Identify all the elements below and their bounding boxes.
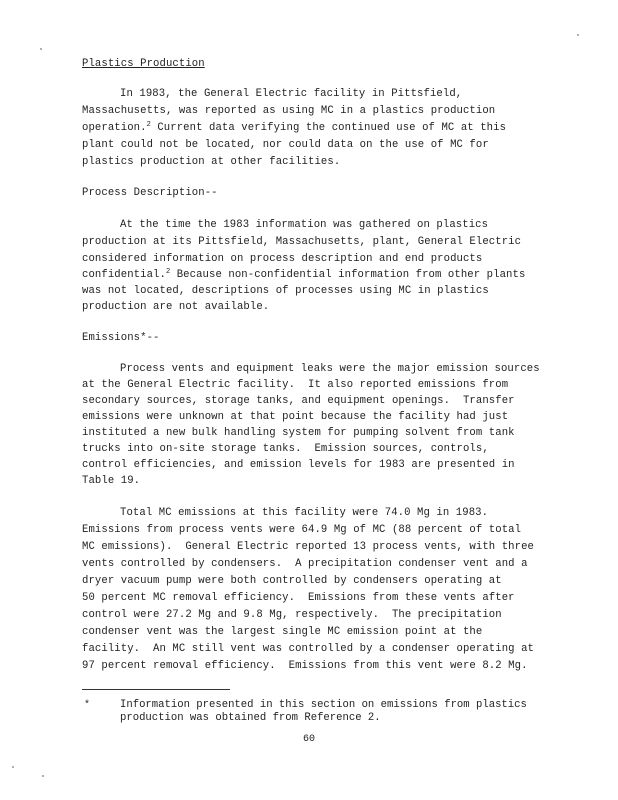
para4-line: vents controlled by condensers. A precipitation condenser vent and a (82, 558, 528, 570)
para4-line: 50 percent MC removal efficiency. Emissions from these vents after (82, 592, 515, 604)
para4-line: dryer vacuum pump were both controlled by condensers operating at (82, 575, 502, 587)
para3-line: Process vents and equipment leaks were the major emission sources (120, 363, 540, 375)
scan-speck (42, 775, 44, 777)
page-number: 60 (302, 734, 315, 745)
para4-line: MC emissions). General Electric reported 13 process vents, with three (82, 541, 535, 553)
para2-line: considered information on process description and end products (82, 253, 483, 265)
para1-line: operation.$^2$ Current data verifying the continued use of MC at this (82, 121, 507, 134)
process-heading: Process Description-- (82, 187, 218, 199)
para4-line: condenser vent was the largest single MC emission point at the (82, 626, 483, 638)
para4-line: Emissions from process vents were 64.9 Mg of MC (88 percent of total (82, 524, 522, 536)
scan-speck (577, 34, 579, 36)
para4-line: control were 27.2 Mg and 9.8 Mg, respectively. The precipitation (82, 609, 502, 621)
para1-line: plant could not be located, nor could data on the use of MC for (82, 139, 489, 151)
para1-line: Massachusetts, was reported as using MC in a plastics production (82, 105, 496, 117)
para3-line: Table 19. (82, 475, 141, 487)
footnote-line: production was obtained from Reference 2. (120, 712, 381, 724)
para2-line: production at its Pittsfield, Massachusetts, plant, General Electric (82, 236, 522, 248)
reference-superscript: 2 (165, 268, 171, 276)
emissions-heading: Emissions*-- (82, 332, 160, 344)
para1-line: plastics production at other facilities. (82, 156, 341, 168)
footnote-line: Information presented in this section on emissions from plastics (120, 699, 527, 711)
footnote-rule (82, 689, 230, 690)
para2-line: confidential.$^2$ Because non-confidential information from other plants (82, 268, 526, 281)
para3-line: emissions were unknown at that point because the facility had just (82, 411, 509, 423)
scan-speck (40, 48, 42, 50)
footnote-marker: * (84, 700, 91, 711)
section-heading: Plastics Production (82, 58, 205, 70)
para1-line: In 1983, the General Electric facility in Pittsfield, (120, 88, 463, 100)
para4-line: facility. An MC still vent was controlled by a condenser operating at (82, 643, 535, 655)
para2-line: production are not available. (82, 301, 270, 313)
scan-speck (12, 766, 14, 768)
reference-superscript: 2 (146, 121, 151, 129)
para3-line: secondary sources, storage tanks, and equipment openings. Transfer (82, 395, 515, 407)
para3-line: control efficiencies, and emission levels for 1983 are presented in (82, 459, 515, 471)
para2-line: At the time the 1983 information was gathered on plastics (120, 219, 489, 231)
para4-line: 97 percent removal efficiency. Emissions from this vent were 8.2 Mg. (82, 660, 528, 672)
para3-line: at the General Electric facility. It also reported emissions from (82, 379, 509, 391)
para4-line: Total MC emissions at this facility were 74.0 Mg in 1983. (120, 507, 489, 519)
para3-line: trucks into on-site storage tanks. Emission sources, controls, (82, 443, 489, 455)
para3-line: instituted a new bulk handling system for pumping solvent from tank (82, 427, 515, 439)
para2-line: was not located, descriptions of processes using MC in plastics (82, 285, 489, 297)
